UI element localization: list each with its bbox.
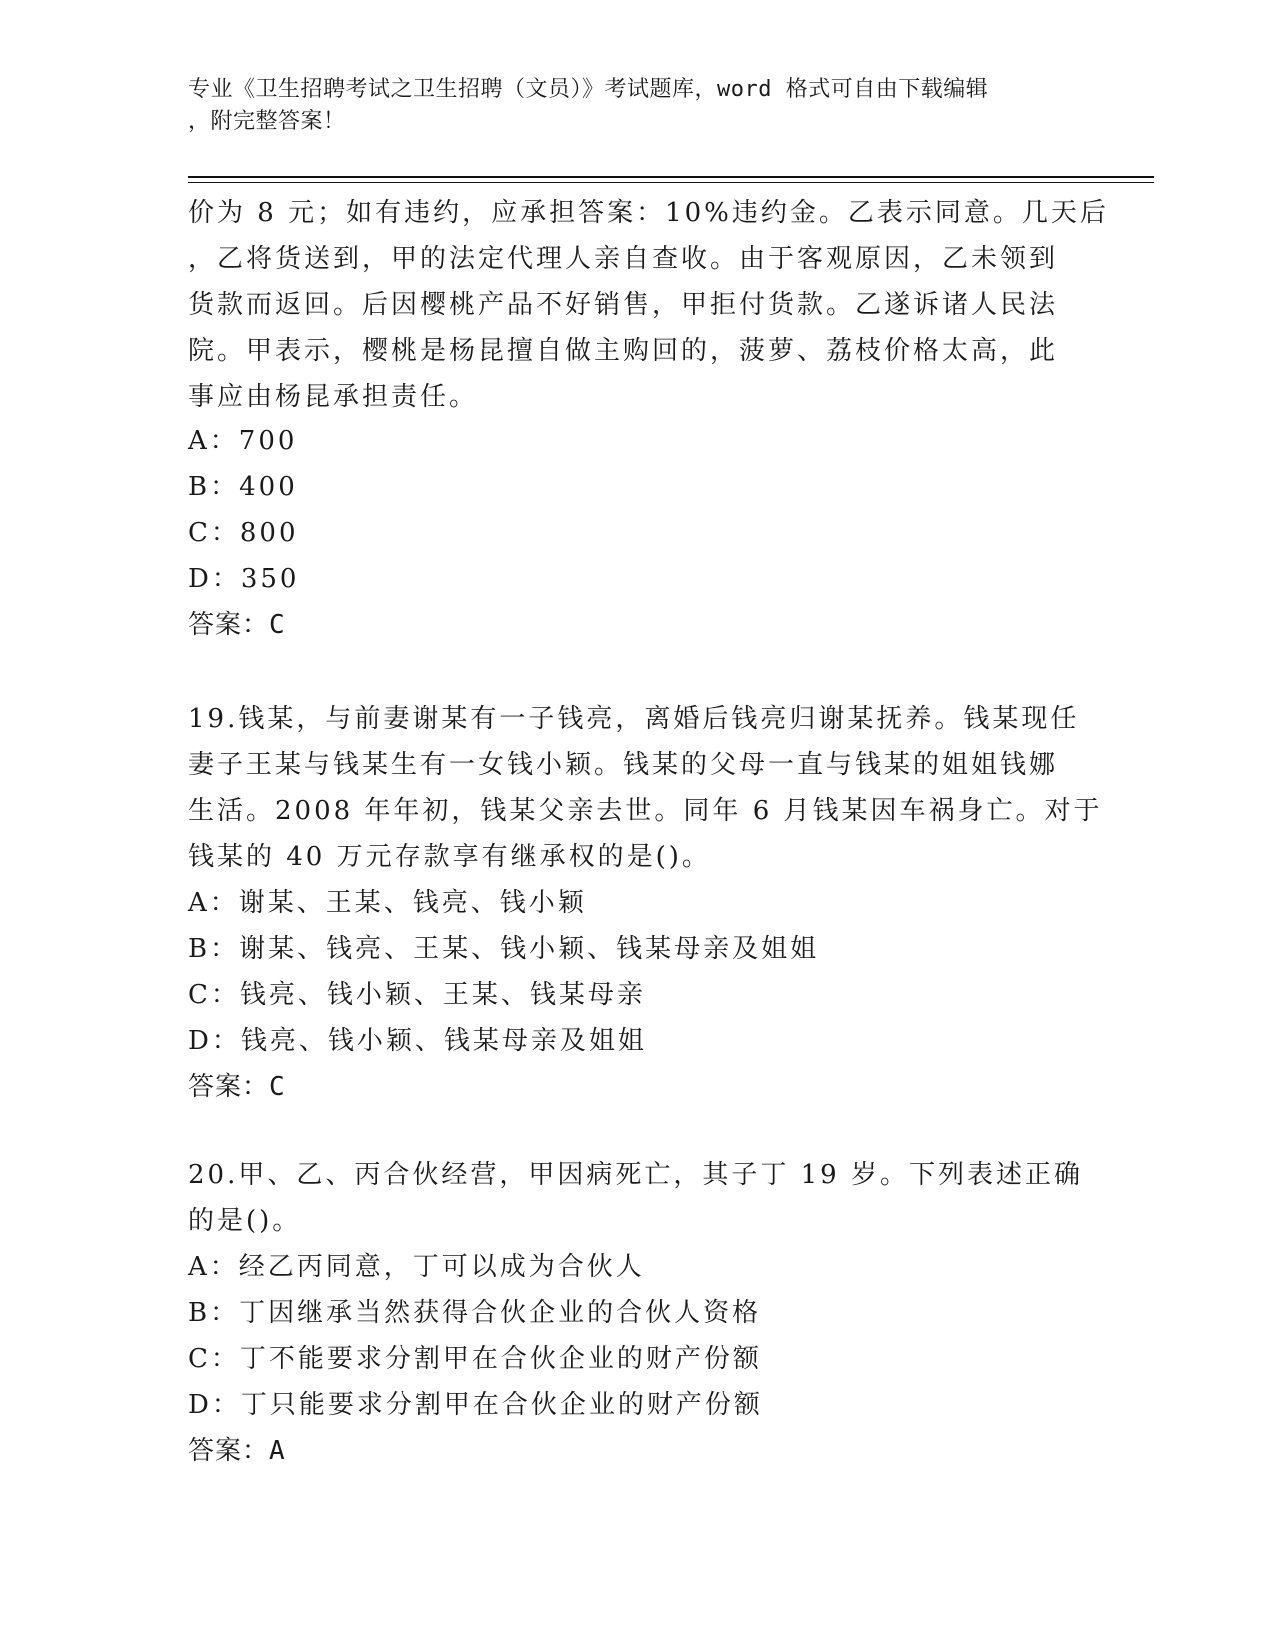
question-text-line: 的是()。 — [188, 1206, 302, 1236]
option-b: B：谢某、钱亮、王某、钱小颖、钱某母亲及姐姐 — [188, 934, 820, 964]
answer-label: 答案：A — [188, 1436, 286, 1466]
question-options — [188, 418, 299, 648]
answer-label: 答案：C — [188, 1072, 286, 1102]
option-b: B：丁因继承当然获得合伙企业的合伙人资格 — [188, 1298, 762, 1328]
option-c: C：800 — [188, 518, 299, 548]
option-d: D：350 — [188, 564, 300, 594]
question-text-line: 货款而返回。后因樱桃产品不好销售，甲拒付货款。乙遂诉诸人民法 — [188, 290, 1059, 320]
option-a: A：700 — [188, 426, 298, 456]
question-text-line: 20.甲、乙、丙合伙经营，甲因病死亡，其子丁 19 岁。下列表述正确 — [188, 1160, 1083, 1190]
question-text-line: 价为 8 元；如有违约，应承担答案：10%违约金。乙表示同意。几天后 — [188, 198, 1109, 228]
option-a: A：谢某、王某、钱亮、钱小颖 — [188, 888, 587, 918]
header-title-line-continued: ，附完整答案！ — [188, 109, 346, 134]
question-text-line: 妻子王某与钱某生有一女钱小颖。钱某的父母一直与钱某的姐姐钱娜 — [188, 750, 1059, 780]
header-title-line: 专业《卫生招聘考试之卫生招聘（文员）》考试题库，word 格式可自由下载编辑 — [188, 77, 989, 102]
option-c: C：丁不能要求分割甲在合伙企业的财产份额 — [188, 1344, 762, 1374]
question-text-line: 19.钱某，与前妻谢某有一子钱亮，离婚后钱亮归谢某抚养。钱某现任 — [188, 704, 1080, 734]
question-text-line: 院。甲表示，樱桃是杨昆擅自做主购回的，菠萝、荔枝价格太高，此 — [188, 336, 1059, 366]
option-d: D：丁只能要求分割甲在合伙企业的财产份额 — [188, 1390, 763, 1420]
question-text-line: 事应由杨昆承担责任。 — [188, 382, 479, 412]
page-header — [188, 74, 1068, 138]
question-text-line: 钱某的 40 万元存款享有继承权的是()。 — [188, 842, 711, 872]
option-d: D：钱亮、钱小颖、钱某母亲及姐姐 — [188, 1026, 647, 1056]
option-a: A：经乙丙同意，丁可以成为合伙人 — [188, 1252, 645, 1282]
question-continuation — [188, 190, 1109, 420]
question-19 — [188, 696, 1103, 1110]
question-text-line: 生活。2008 年年初，钱某父亲去世。同年 6 月钱某因车祸身亡。对于 — [188, 796, 1103, 826]
question-text-line: ，乙将货送到，甲的法定代理人亲自查收。由于客观原因，乙未领到 — [188, 244, 1059, 274]
header-divider-thin — [188, 182, 1154, 183]
question-20 — [188, 1152, 1088, 1474]
answer-label: 答案：C — [188, 610, 286, 640]
option-b: B：400 — [188, 472, 298, 502]
header-divider-thick — [188, 176, 1154, 178]
option-c: C：钱亮、钱小颖、王某、钱某母亲 — [188, 980, 646, 1010]
